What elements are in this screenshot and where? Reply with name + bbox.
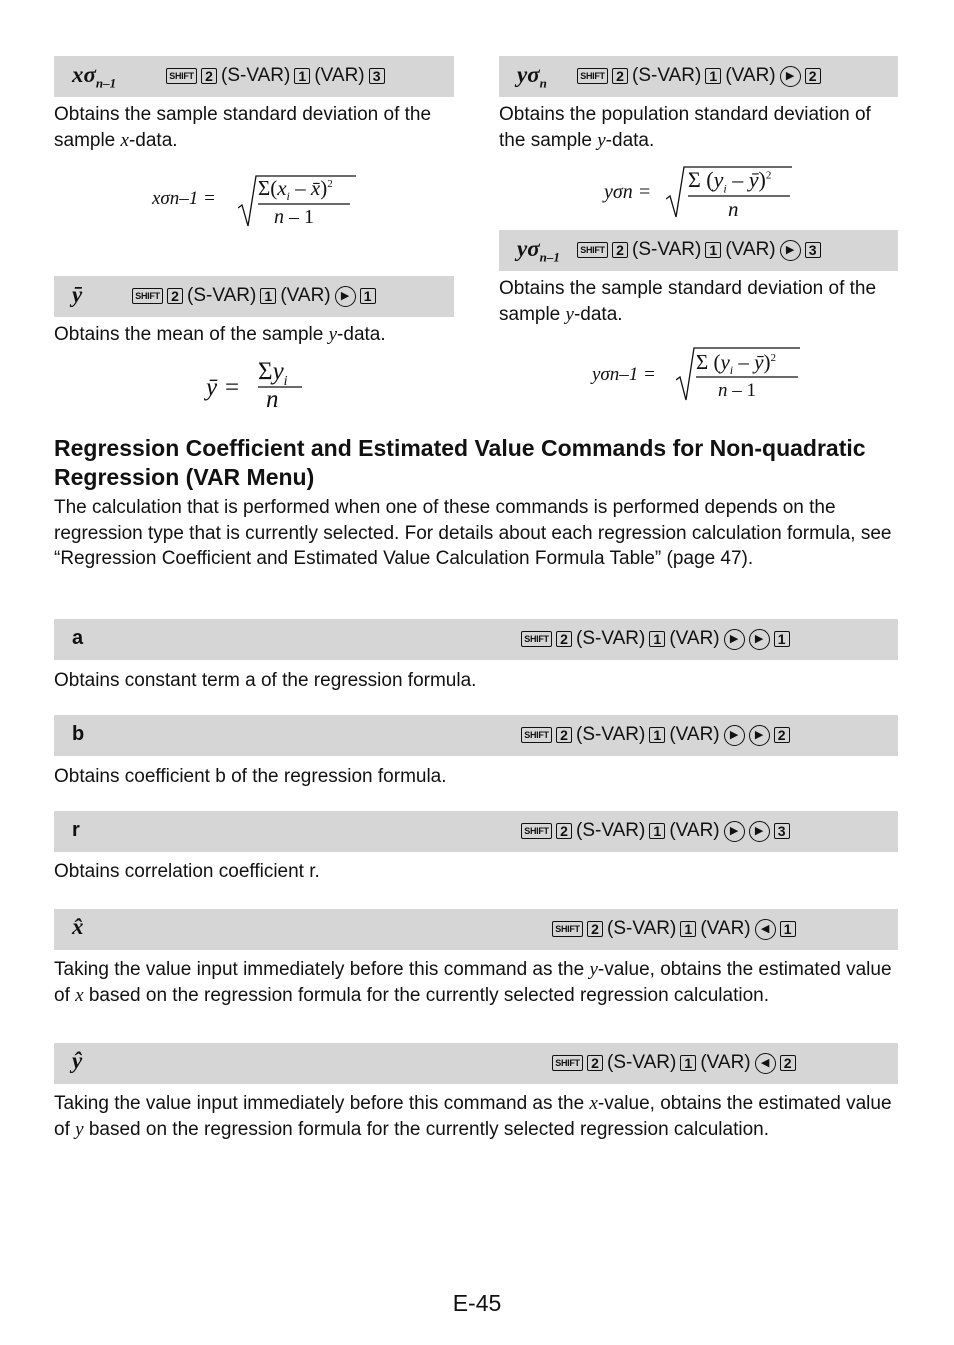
description: Obtains the sample standard deviation of the sample x-data.	[54, 104, 432, 151]
formula-denominator: n – 1	[718, 380, 756, 401]
formula-ysigma-n	[604, 163, 804, 223]
right-arrow-icon: ▶	[780, 240, 801, 261]
shift-key-icon: SHIFT	[166, 68, 197, 84]
command-bar-a	[54, 619, 898, 660]
shift-key-icon: SHIFT	[552, 921, 583, 937]
right-arrow-icon: ▶	[749, 725, 770, 746]
key-sequence	[552, 918, 796, 940]
key-2-icon: 2	[587, 921, 603, 937]
key-2-icon: 2	[587, 1055, 603, 1071]
key-label: (VAR)	[700, 918, 751, 939]
key-sequence	[521, 628, 790, 650]
key-sequence	[521, 820, 790, 842]
command-symbol: $y\sigma_{n-1}$	[517, 236, 560, 265]
key-2-icon: 2	[612, 68, 628, 84]
description: Obtains constant term a of the regression formula.	[54, 670, 477, 691]
key-label: (VAR)	[669, 628, 720, 649]
command-symbol: ȳ	[72, 282, 83, 307]
key-1-icon: 1	[705, 68, 721, 84]
key-2-icon: 2	[556, 823, 572, 839]
right-arrow-icon: ▶	[749, 821, 770, 842]
key-label: (VAR)	[725, 65, 776, 86]
key-label: (S-VAR)	[576, 820, 646, 841]
key-label: (S-VAR)	[221, 65, 291, 86]
command-bar-b	[54, 715, 898, 756]
key-2-icon: 2	[556, 727, 572, 743]
formula-numerator: $\Sigma(x_i$ – x̄)$^2$	[258, 176, 333, 204]
key-1-icon: 1	[680, 1055, 696, 1071]
shift-key-icon: SHIFT	[521, 823, 552, 839]
formula-denominator: n – 1	[274, 206, 314, 228]
shift-key-icon: SHIFT	[577, 242, 608, 258]
key-3-icon: 3	[369, 68, 385, 84]
shift-key-icon: SHIFT	[577, 68, 608, 84]
description: Taking the value input immediately before this command as the x-value, obtains the estimated value of y based on the regression formula for the currently selected regression calculation.	[54, 1093, 892, 1140]
formula-denominator: n	[728, 197, 739, 221]
description: Obtains the sample standard deviation of the sample y-data.	[499, 278, 877, 325]
command-bar-ybar	[54, 276, 454, 317]
shift-key-icon: SHIFT	[132, 288, 163, 304]
command-symbol: x̂	[72, 914, 84, 939]
formula-lhs: ȳ =	[206, 374, 241, 401]
description: Obtains correlation coefficient r.	[54, 861, 320, 882]
command-symbol: $x\sigma_{n-1}$	[72, 62, 117, 91]
command-bar-xhat	[54, 909, 898, 950]
shift-key-icon: SHIFT	[521, 631, 552, 647]
formula-numerator: $\Sigma y_i$	[258, 358, 288, 389]
key-2-icon: 2	[612, 242, 628, 258]
command-bar-xsigma-n1	[54, 56, 454, 97]
key-3-icon: 3	[774, 823, 790, 839]
right-arrow-icon: ▶	[724, 629, 745, 650]
key-1-icon: 1	[774, 631, 790, 647]
section-heading: Regression Coefficient and Estimated Value Commands for Non-quadratic Regression (VAR Menu)	[54, 435, 866, 490]
formula-ybar	[206, 356, 316, 412]
description: Obtains the mean of the sample y-data.	[54, 324, 386, 345]
command-symbol: r	[72, 819, 80, 841]
right-arrow-icon: ▶	[724, 821, 745, 842]
page-number: E-45	[452, 1290, 502, 1316]
key-label: (VAR)	[669, 724, 720, 745]
key-1-icon: 1	[360, 288, 376, 304]
formula-lhs: xσn–1 =	[152, 188, 216, 209]
formula-xsigma-n1	[152, 172, 362, 232]
key-label: (VAR)	[725, 239, 776, 260]
key-1-icon: 1	[680, 921, 696, 937]
formula-ysigma-n1	[592, 344, 812, 404]
key-2-icon: 2	[556, 631, 572, 647]
formula-lhs: yσn =	[604, 181, 652, 203]
right-arrow-icon: ▶	[335, 286, 356, 307]
key-label: (VAR)	[700, 1052, 751, 1073]
command-symbol: ŷ	[72, 1048, 83, 1073]
left-arrow-icon: ◀	[755, 919, 776, 940]
key-2-icon: 2	[780, 1055, 796, 1071]
key-2-icon: 2	[805, 68, 821, 84]
key-label: (VAR)	[314, 65, 365, 86]
key-sequence	[577, 65, 821, 87]
key-label: (S-VAR)	[632, 239, 702, 260]
key-2-icon: 2	[201, 68, 217, 84]
key-sequence	[577, 239, 821, 261]
key-label: (S-VAR)	[576, 628, 646, 649]
shift-key-icon: SHIFT	[521, 727, 552, 743]
key-label: (S-VAR)	[607, 918, 677, 939]
key-1-icon: 1	[705, 242, 721, 258]
key-label: (VAR)	[669, 820, 720, 841]
key-sequence	[166, 65, 385, 87]
command-bar-ysigma-n1	[499, 230, 898, 271]
command-symbol: a	[72, 627, 84, 649]
key-1-icon: 1	[649, 823, 665, 839]
command-symbol: b	[72, 723, 85, 745]
key-label: (S-VAR)	[632, 65, 702, 86]
formula-numerator: Σ ($y_i$ – ȳ)$^2$	[688, 167, 772, 196]
key-sequence	[132, 285, 376, 307]
key-1-icon: 1	[649, 727, 665, 743]
description: Taking the value input immediately before this command as the y-value, obtains the estimated value of x based on the regression formula for the currently selected regression calculation.	[54, 959, 892, 1006]
key-1-icon: 1	[649, 631, 665, 647]
formula-lhs: yσn–1 =	[592, 364, 656, 385]
section-intro: The calculation that is performed when one of these commands is performed depends on the regression type that is currently selected. For details about each regression calculation formula, see “Regression Coefficient and Estimated Value Calculation Formula Table” (page 47).	[54, 497, 892, 569]
command-symbol: $y\sigma_n$	[517, 62, 547, 91]
key-2-icon: 2	[167, 288, 183, 304]
key-3-icon: 3	[805, 242, 821, 258]
key-sequence	[552, 1052, 796, 1074]
command-bar-ysigma-n	[499, 56, 898, 97]
shift-key-icon: SHIFT	[552, 1055, 583, 1071]
formula-denominator: n	[266, 386, 279, 413]
key-label: (S-VAR)	[607, 1052, 677, 1073]
key-sequence	[521, 724, 790, 746]
right-arrow-icon: ▶	[749, 629, 770, 650]
right-arrow-icon: ▶	[780, 66, 801, 87]
right-arrow-icon: ▶	[724, 725, 745, 746]
key-label: (VAR)	[280, 285, 331, 306]
key-label: (S-VAR)	[187, 285, 257, 306]
command-bar-yhat	[54, 1043, 898, 1084]
description: Obtains coefficient b of the regression formula.	[54, 766, 447, 787]
description: Obtains the population standard deviation of the sample y-data.	[499, 104, 871, 151]
key-2-icon: 2	[774, 727, 790, 743]
formula-numerator: Σ ($y_i$ – ȳ)$^2$	[696, 350, 776, 378]
command-bar-r	[54, 811, 898, 852]
key-1-icon: 1	[260, 288, 276, 304]
key-1-icon: 1	[294, 68, 310, 84]
key-label: (S-VAR)	[576, 724, 646, 745]
left-arrow-icon: ◀	[755, 1053, 776, 1074]
key-1-icon: 1	[780, 921, 796, 937]
